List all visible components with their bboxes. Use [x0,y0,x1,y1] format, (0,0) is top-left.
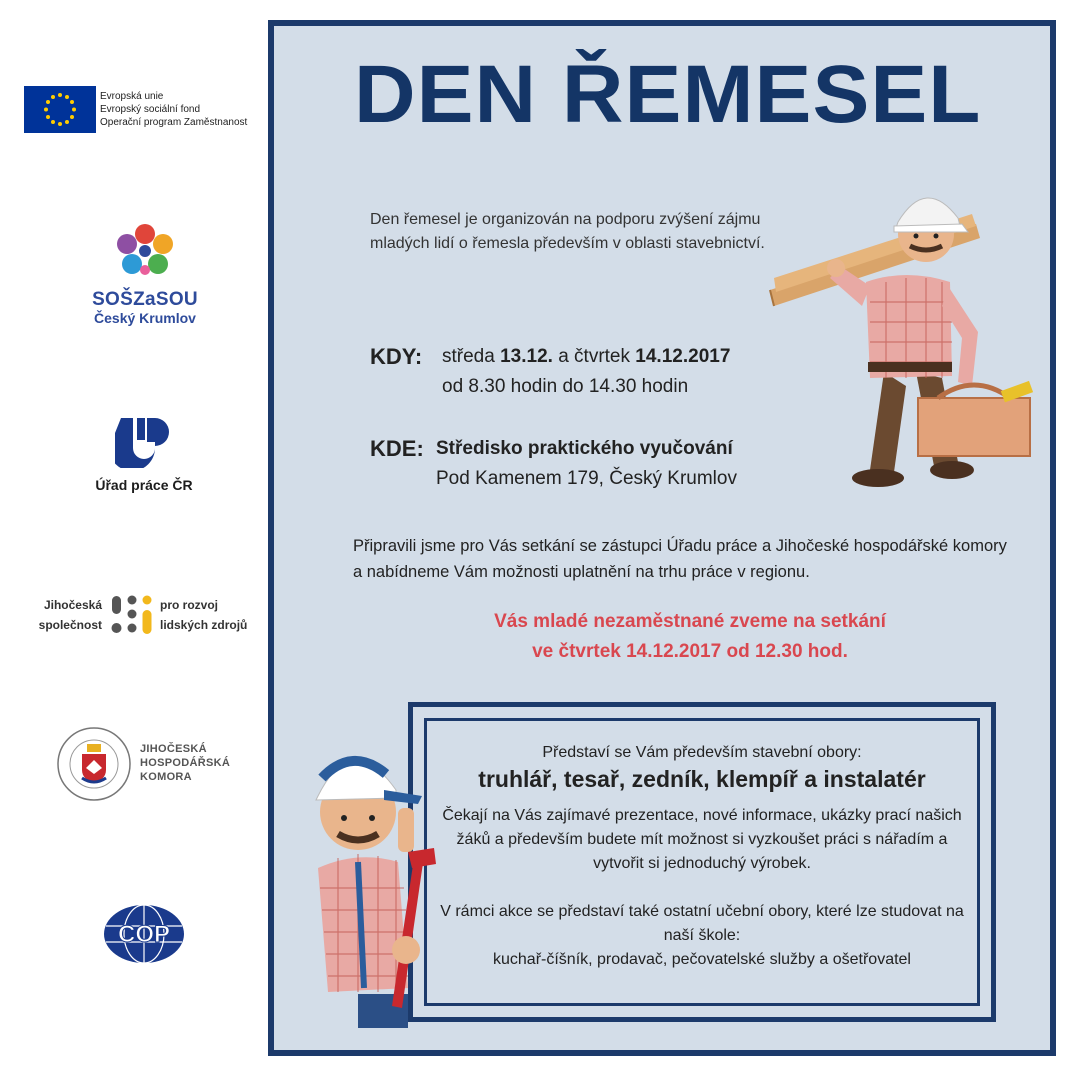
obory-text-3: kuchař-číšník, prodavač, pečovatelské služby a ošetřovatel [493,951,911,968]
carpenter-illustration [766,182,1050,496]
intro-text: Den řemesel je organizován na podporu zvýšení zájmu mladých lidí o řemesla především v oblasti stavebnictví. [370,211,765,252]
page-title: DEN ŘEMESEL [354,49,982,140]
jsr-logo-mark [108,592,156,638]
jsr-left-line-2: společnost [38,618,102,632]
plumber-illustration [298,738,458,1028]
eu-line-1: Evropská unie [100,91,164,102]
komora-line-3: KOMORA [140,771,192,783]
kdy-dates [442,342,730,372]
urad-prace-icon [115,416,173,468]
invite-text [380,607,1000,667]
jsr-right-line-2: lidských zdrojů [160,618,248,632]
jsr-text-right [160,595,247,635]
kde-address: Pod Kamenem 179, Český Krumlov [436,468,737,489]
cop-label: COP [117,921,171,948]
eu-flag-logo [24,86,96,133]
kde-place: Středisko praktického vyučování [436,438,733,459]
school-logo [80,220,210,326]
eu-line-3: Operační program Zaměstnanost [100,117,248,128]
kdy-day1: středa [442,346,495,367]
obory-box-content [440,742,964,972]
eu-line-2: Evropský sociální fond [100,104,201,115]
jsr-left-line-1: Jihočeská [43,598,102,612]
kde-details [436,434,737,494]
kde-label: KDE: [370,436,424,461]
jsr-right-line-1: pro rozvoj [160,598,219,612]
kdy-time: od 8.30 hodin do 14.30 hodin [442,376,689,397]
komora-seal-logo [54,724,134,804]
kdy-date2: 14.12.2017 [635,346,731,367]
obory-text-2: V rámci akce se představí také ostatní učební obory, které lze studovat na naší škole: [440,903,964,944]
obory-list: truhlář, tesař, zedník, klempíř a instalatér [478,766,926,792]
urad-prace-logo [86,416,202,493]
school-city: Český Krumlov [94,310,196,326]
obory-text-1: Čekají na Vás zajímavé prezentace, nové informace, ukázky prací našich žáků a především budete mít možnost si vyzkoušet práci s nářadím a vytvořit si jednoduchý výrobek. [442,807,962,872]
komora-text [140,742,230,784]
komora-line-1: JIHOČESKÁ [140,743,207,755]
komora-line-2: HOSPODÁŘSKÁ [140,757,231,769]
school-name: SOŠZaSOU [92,289,198,310]
school-flower-icon [110,220,180,284]
cop-logo [102,904,186,964]
kdy-label: KDY: [370,344,423,369]
invite-line-1: Vás mladé nezaměstnané zveme na setkání [494,611,886,632]
jsr-text-left [30,595,102,635]
invite-line-2: ve čtvrtek 14.12.2017 od 12.30 hod. [532,641,848,662]
urad-prace-label: Úřad práce ČR [95,477,193,493]
eu-text [100,90,247,129]
kdy-and: a čtvrtek [558,346,631,367]
obory-intro: Představí se Vám především stavební obory: [542,744,862,761]
kdy-date1: 13.12. [500,346,553,367]
kdy-details [442,342,730,402]
info-paragraph: Připravili jsme pro Vás setkání se zástupci Úřadu práce a Jihočeské hospodářské komory a nabídneme Vám možnosti uplatnění na trhu práce v regionu. [353,537,1007,581]
